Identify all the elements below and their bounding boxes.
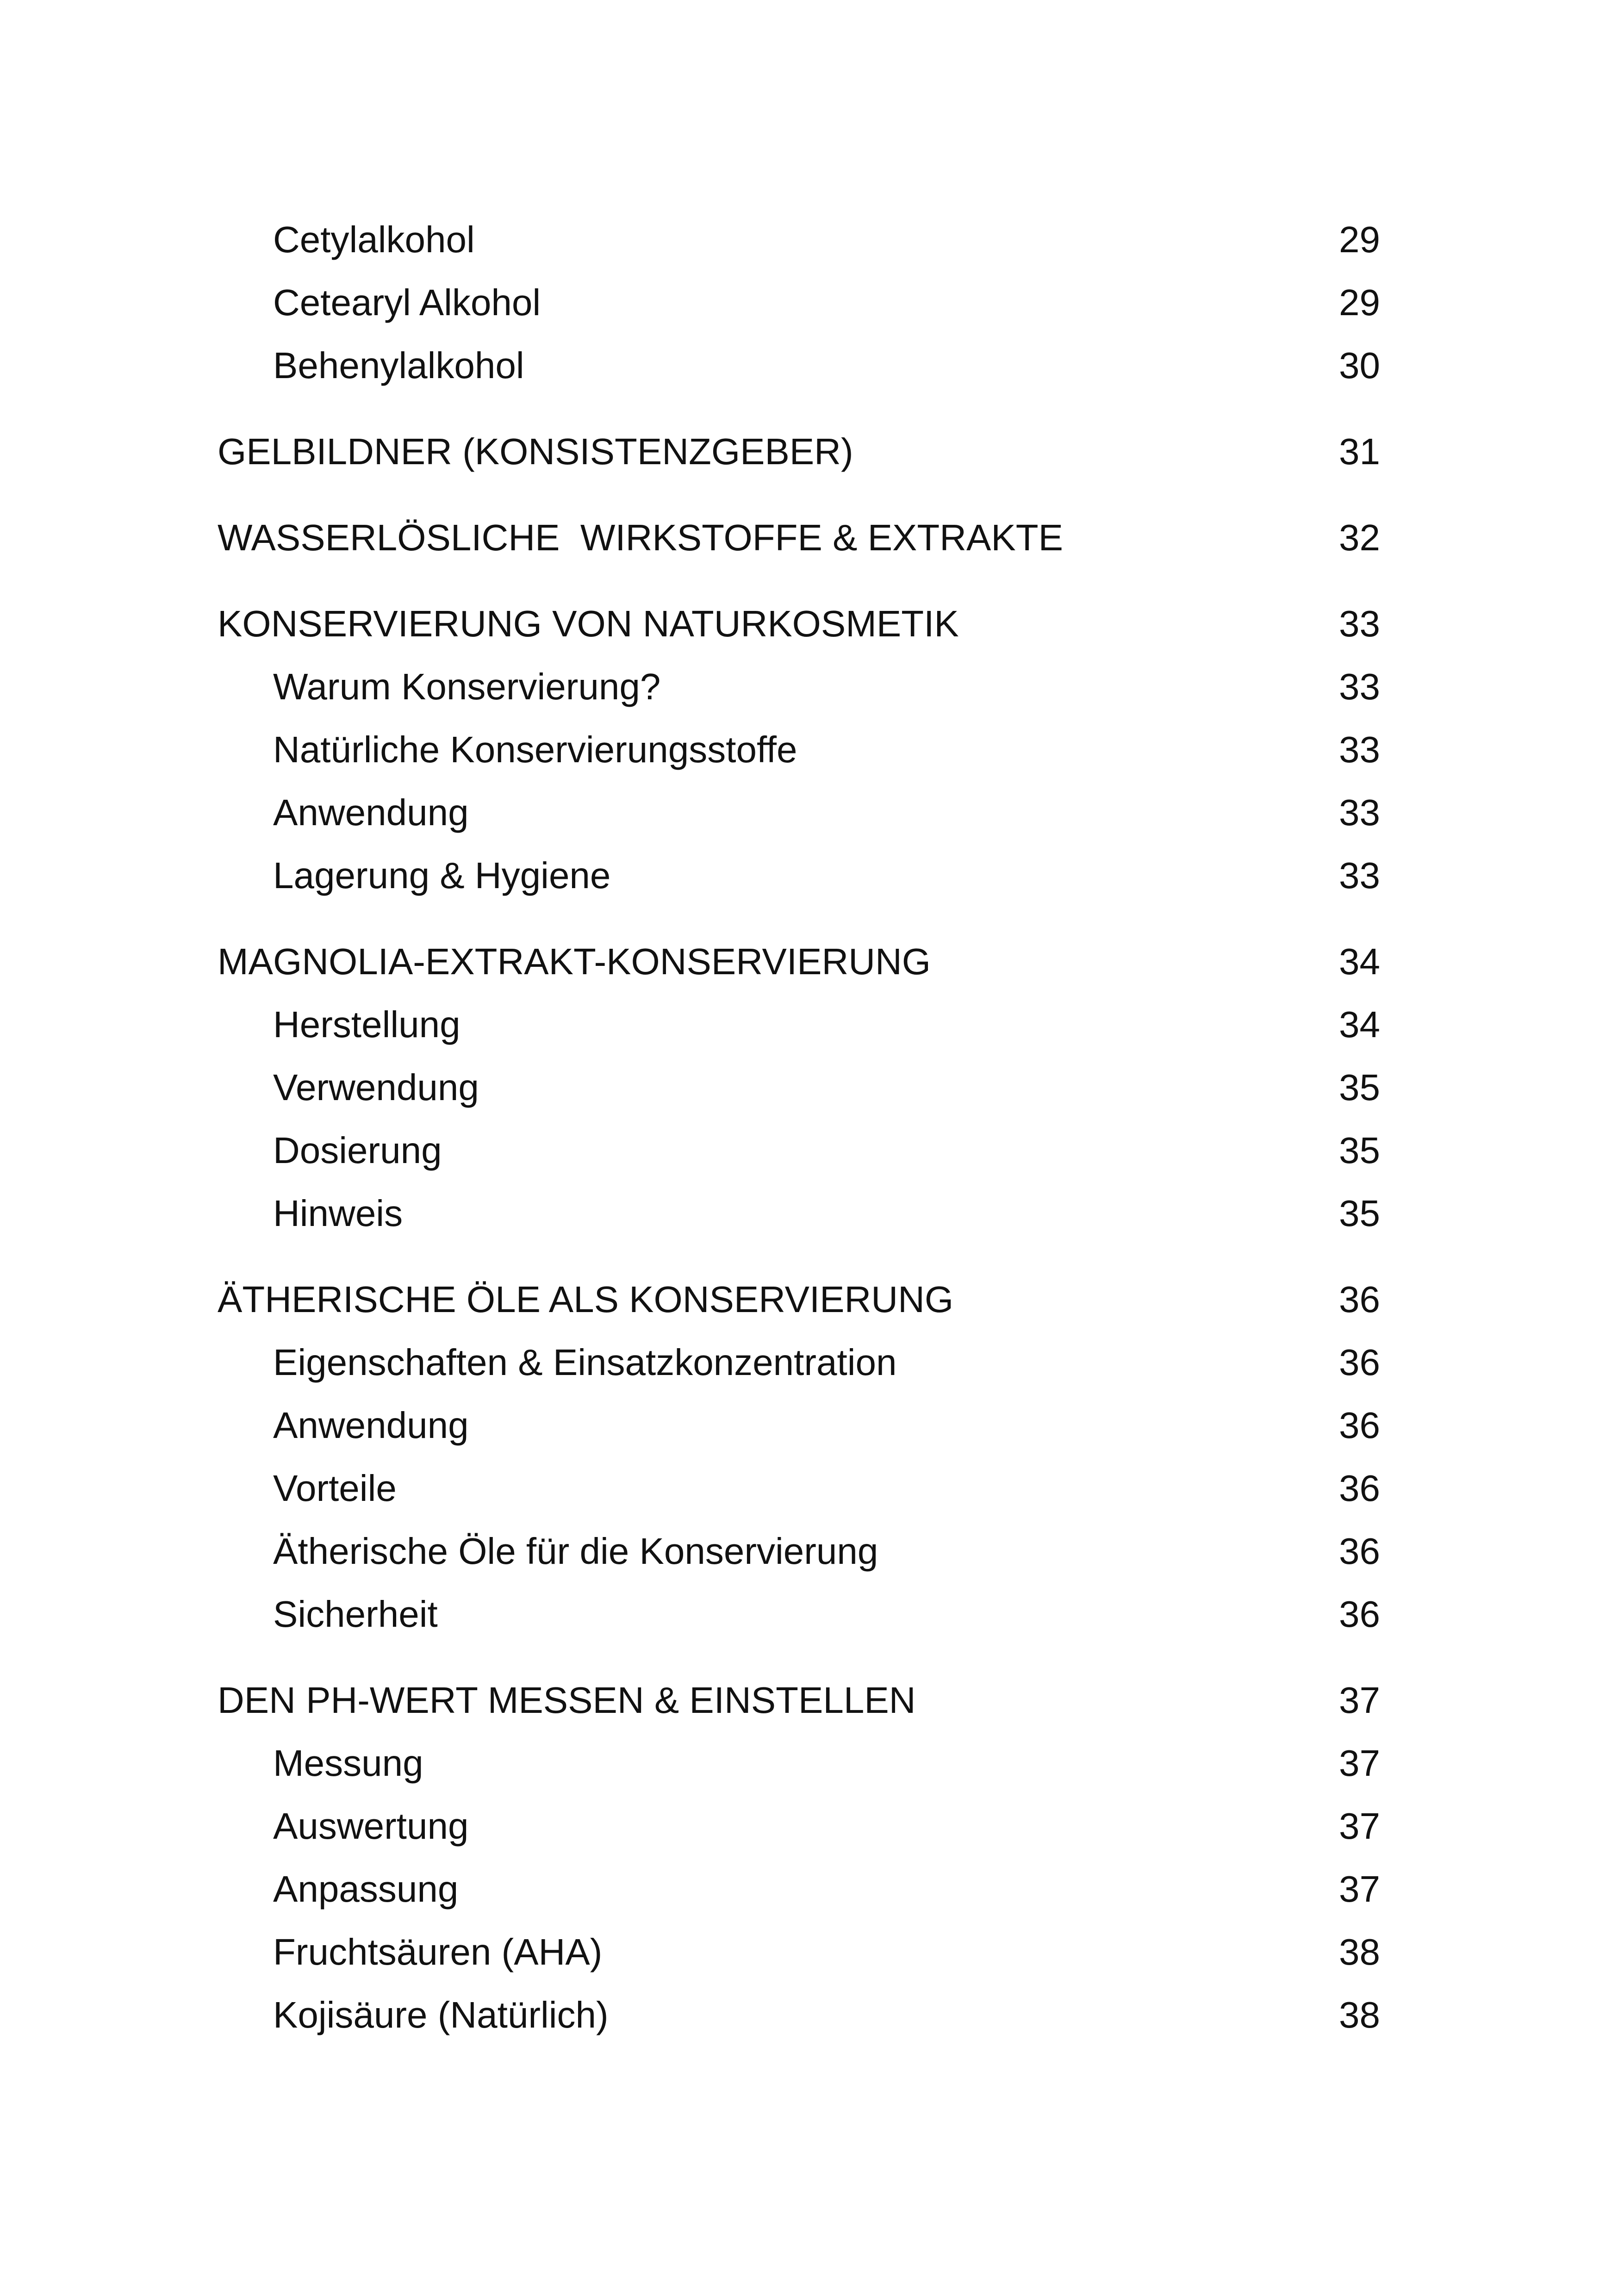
toc-chapter-title: DEN PH-WERT MESSEN & EINSTELLEN [218, 1680, 916, 1721]
toc-entry[interactable] [218, 1984, 1380, 2047]
toc-chapter-title: MAGNOLIA-EXTRAKT-KONSERVIERUNG [218, 941, 931, 982]
toc-entry-title: Behenylalkohol [273, 345, 524, 386]
toc-entry[interactable] [218, 208, 1380, 271]
toc-entry-title: Verwendung [273, 1067, 479, 1108]
toc-entry-title: Natürliche Konservierungsstoffe [273, 729, 797, 770]
toc-entry-page: 35 [1339, 1067, 1380, 1108]
toc-chapter[interactable] [218, 930, 1380, 993]
toc-entry[interactable] [218, 1056, 1380, 1119]
toc-entry-page: 36 [1339, 1342, 1380, 1383]
toc-entry[interactable] [218, 1858, 1380, 1921]
toc-entry-page: 38 [1339, 1931, 1380, 1972]
toc-chapter[interactable] [218, 420, 1380, 483]
toc-entry[interactable] [218, 1182, 1380, 1245]
toc-entry[interactable] [218, 781, 1380, 844]
toc-entry-page: 38 [1339, 1994, 1380, 2035]
toc-entry-title: Cetylalkohol [273, 219, 475, 260]
toc-entry-title: Sicherheit [273, 1593, 438, 1635]
toc-chapter-title: KONSERVIERUNG VON NATURKOSMETIK [218, 603, 959, 644]
toc-entry[interactable] [218, 1394, 1380, 1457]
toc-entry-title: Anpassung [273, 1868, 459, 1910]
toc-entry-page: 36 [1339, 1468, 1380, 1509]
toc-entry[interactable] [218, 1795, 1380, 1858]
toc-entry-title: Herstellung [273, 1004, 461, 1045]
toc-chapter-page: 32 [1339, 517, 1380, 558]
table-of-contents [218, 208, 1380, 2047]
toc-entry-title: Hinweis [273, 1193, 403, 1234]
toc-entry[interactable] [218, 1331, 1380, 1394]
toc-entry[interactable] [218, 1921, 1380, 1984]
toc-chapter-title: WASSERLÖSLICHE WIRKSTOFFE & EXTRAKTE [218, 517, 1063, 558]
toc-entry-page: 34 [1339, 1004, 1380, 1045]
toc-chapter-page: 34 [1339, 941, 1380, 982]
toc-entry-title: Anwendung [273, 1405, 469, 1446]
toc-chapter-page: 36 [1339, 1279, 1380, 1320]
toc-entry-title: Auswertung [273, 1805, 469, 1847]
toc-chapter-page: 33 [1339, 603, 1380, 644]
toc-entry-title: Warum Konservierung? [273, 666, 661, 707]
toc-entry-page: 29 [1339, 219, 1380, 260]
toc-entry[interactable] [218, 655, 1380, 718]
toc-chapter-page: 37 [1339, 1680, 1380, 1721]
toc-entry-page: 30 [1339, 345, 1380, 386]
toc-entry-title: Vorteile [273, 1468, 397, 1509]
toc-entry[interactable] [218, 844, 1380, 907]
toc-entry[interactable] [218, 993, 1380, 1056]
toc-entry[interactable] [218, 1583, 1380, 1646]
toc-chapter[interactable] [218, 592, 1380, 655]
toc-entry-title: Ätherische Öle für die Konservierung [273, 1531, 878, 1572]
toc-entry-page: 37 [1339, 1868, 1380, 1910]
toc-entry-title: Anwendung [273, 792, 469, 833]
toc-chapter-title: ÄTHERISCHE ÖLE ALS KONSERVIERUNG [218, 1279, 954, 1320]
toc-entry-page: 36 [1339, 1531, 1380, 1572]
toc-entry[interactable] [218, 1119, 1380, 1182]
toc-chapter-page: 31 [1339, 431, 1380, 472]
toc-entry-page: 29 [1339, 282, 1380, 323]
toc-chapter-title: GELBILDNER (KONSISTENZGEBER) [218, 431, 853, 472]
toc-entry-page: 35 [1339, 1130, 1380, 1171]
toc-entry-title: Dosierung [273, 1130, 442, 1171]
toc-entry-page: 37 [1339, 1742, 1380, 1784]
toc-entry[interactable] [218, 718, 1380, 781]
toc-chapter[interactable] [218, 506, 1380, 569]
toc-entry-title: Fruchtsäuren (AHA) [273, 1931, 603, 1972]
toc-entry[interactable] [218, 1520, 1380, 1583]
toc-entry-page: 33 [1339, 855, 1380, 896]
toc-entry-title: Cetearyl Alkohol [273, 282, 541, 323]
toc-entry[interactable] [218, 271, 1380, 334]
toc-entry-page: 36 [1339, 1405, 1380, 1446]
toc-entry[interactable] [218, 1732, 1380, 1795]
toc-entry-page: 37 [1339, 1805, 1380, 1847]
toc-entry-page: 35 [1339, 1193, 1380, 1234]
toc-entry-title: Kojisäure (Natürlich) [273, 1994, 609, 2035]
toc-entry-title: Lagerung & Hygiene [273, 855, 611, 896]
toc-entry-page: 33 [1339, 666, 1380, 707]
toc-entry-page: 33 [1339, 792, 1380, 833]
toc-chapter[interactable] [218, 1268, 1380, 1331]
toc-chapter[interactable] [218, 1669, 1380, 1732]
toc-entry-title: Eigenschaften & Einsatzkonzentration [273, 1342, 897, 1383]
toc-entry-title: Messung [273, 1742, 423, 1784]
toc-entry[interactable] [218, 334, 1380, 397]
toc-entry-page: 33 [1339, 729, 1380, 770]
toc-entry-page: 36 [1339, 1593, 1380, 1635]
toc-entry[interactable] [218, 1457, 1380, 1520]
